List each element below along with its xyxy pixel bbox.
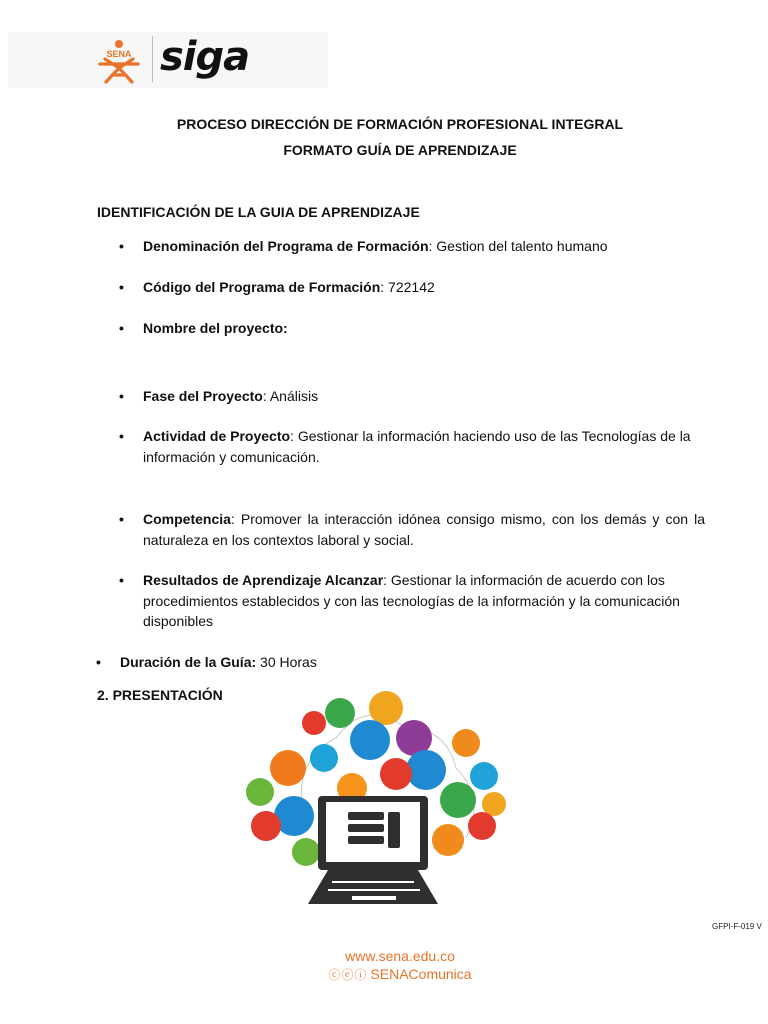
bullet-dot: •: [119, 388, 124, 404]
list-item-learning-outcomes: • Resultados de Aprendizaje Alcanzar: Gestionar la información de acuerdo con los procedimientos establecidos y con las tecnologías de la información y la comunicación disponibles: [119, 572, 680, 629]
bullet-dot: •: [119, 511, 124, 527]
identification-heading: IDENTIFICACIÓN DE LA GUIA DE APRENDIZAJE: [97, 204, 420, 220]
bullet-dot: •: [119, 238, 124, 254]
footer-url: www.sena.edu.co: [345, 948, 455, 964]
bullet-dot: •: [96, 654, 101, 670]
social-media-icons: ⓒⓔⓘ: [328, 968, 368, 982]
logo-divider: [152, 36, 153, 82]
list-item-competency: • Competencia: Promover la interacción idónea consigo mismo, con los demás y con la naturaleza en los contextos laboral y social.: [119, 511, 705, 548]
list-item-project-phase: • Fase del Proyecto: Análisis: [143, 386, 705, 407]
footer-social: [0, 966, 768, 983]
format-title: FORMATO GUÍA DE APRENDIZAJE: [283, 142, 517, 158]
list-item-program-code: • Código del Programa de Formación: 722142: [143, 277, 705, 298]
technology-laptop-illustration: [236, 688, 516, 910]
siga-logo: siga: [160, 34, 250, 80]
bullet-dot: •: [119, 428, 124, 444]
process-title: PROCESO DIRECCIÓN DE FORMACIÓN PROFESIONAL INTEGRAL: [176, 116, 624, 132]
sena-logo-icon: [96, 38, 142, 84]
list-item-project-activity: • Actividad de Proyecto: Gestionar la información haciendo uso de las Tecnologías de la información y comunicación.: [119, 428, 691, 465]
social-handle: SENAComunica: [370, 966, 472, 982]
bullet-dot: •: [119, 279, 124, 295]
presentation-heading: 2. PRESENTACIÓN: [97, 687, 223, 703]
list-item-project-name: • Nombre del proyecto:: [143, 318, 705, 339]
bullet-dot: •: [119, 572, 124, 588]
sena-logo-text: SENA: [106, 49, 132, 59]
bullet-dot: •: [119, 320, 124, 336]
form-code: GFPI-F-019 V: [712, 922, 762, 931]
list-item-guide-duration: • Duración de la Guía: 30 Horas: [120, 652, 705, 673]
list-item-program-name: • Denominación del Programa de Formación: Gestion del talento humano: [143, 236, 705, 257]
